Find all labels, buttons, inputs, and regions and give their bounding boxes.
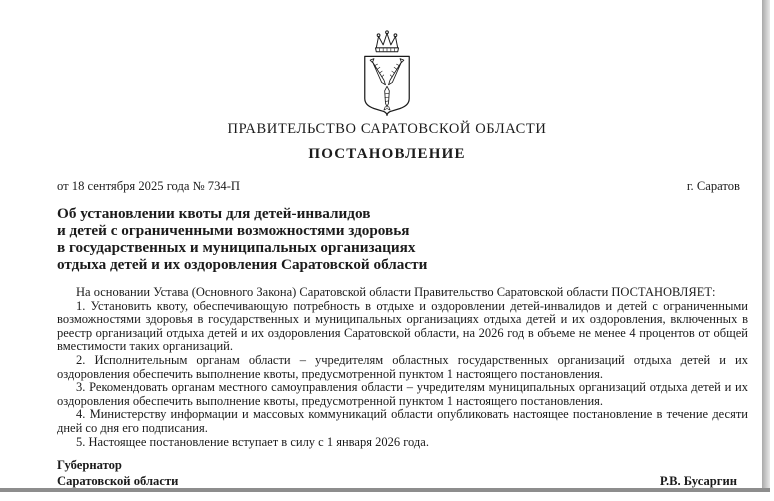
signature-block <box>57 458 737 490</box>
page-edge-shadow-bottom <box>0 488 770 492</box>
signer-position <box>57 458 178 490</box>
clause-2-paragraph: 2. Исполнительным органам области – учредителям областных государственных организаций отдыха детей и их оздоровления обеспечить выполнение квоты, предусмотренной пунктом 1 настоящего постановления. <box>57 352 748 381</box>
decree-body <box>57 286 748 449</box>
crown-icon <box>376 31 399 52</box>
decree-title-line: и детей с ограниченными возможностями здоровья <box>57 221 410 239</box>
government-name-heading: ПРАВИТЕЛЬСТВО САРАТОВСКОЙ ОБЛАСТИ <box>227 121 547 137</box>
clause-5-paragraph: 5. Настоящее постановление вступает в силу с 1 января 2026 года. <box>76 434 429 449</box>
date-and-number: от 18 сентября 2025 года № 734-П <box>57 179 240 193</box>
document-meta-row <box>57 179 740 194</box>
document-type-heading: ПОСТАНОВЛЕНИЕ <box>308 146 466 162</box>
city-label: г. Саратов <box>686 179 740 193</box>
clause-4-paragraph: 4. Министерству информации и массовых коммуникаций области опубликовать настоящее постановление в течение десяти дней со дня его подписания. <box>57 407 748 435</box>
decree-title-line: в государственных и муниципальных организациях <box>57 238 416 256</box>
signer-position-line: Губернатор <box>57 458 122 472</box>
decree-title <box>57 206 740 274</box>
page-edge-shadow-right <box>762 0 770 492</box>
preamble-paragraph: На основании Устава (Основного Закона) Саратовской области Правительство Саратовской области ПОСТАНОВЛЯЕТ: <box>76 285 716 299</box>
clause-3-paragraph: 3. Рекомендовать органам местного самоуправления области – учредителям муниципальных организаций отдыха детей и их оздоровления обеспечить выполнение квоты, предусмотренной пунктом 1 настоящего постановления. <box>57 380 748 408</box>
saratov-coat-of-arms-icon <box>339 28 435 120</box>
clause-1-paragraph: 1. Установить квоту, обеспечивающую потребность в отдыхе и оздоровлении детей-инвалидов и детей с ограниченными возможностями здоровья в государственных и муниципальных организациях отдыха детей и их оздоровления, включенных в реестр организаций отдыха детей и их оздоровления Саратовской области, на 2026 год в объеме не менее 4 процентов от общей вместимости таких организаций. <box>57 298 748 354</box>
decree-title-line: отдыха детей и их оздоровления Саратовской области <box>57 255 428 273</box>
signer-position-line: Саратовской области <box>57 473 179 488</box>
signer-name: Р.В. Бусаргин <box>659 473 737 488</box>
decree-title-line: Об установлении квоты для детей-инвалидов <box>57 205 371 222</box>
